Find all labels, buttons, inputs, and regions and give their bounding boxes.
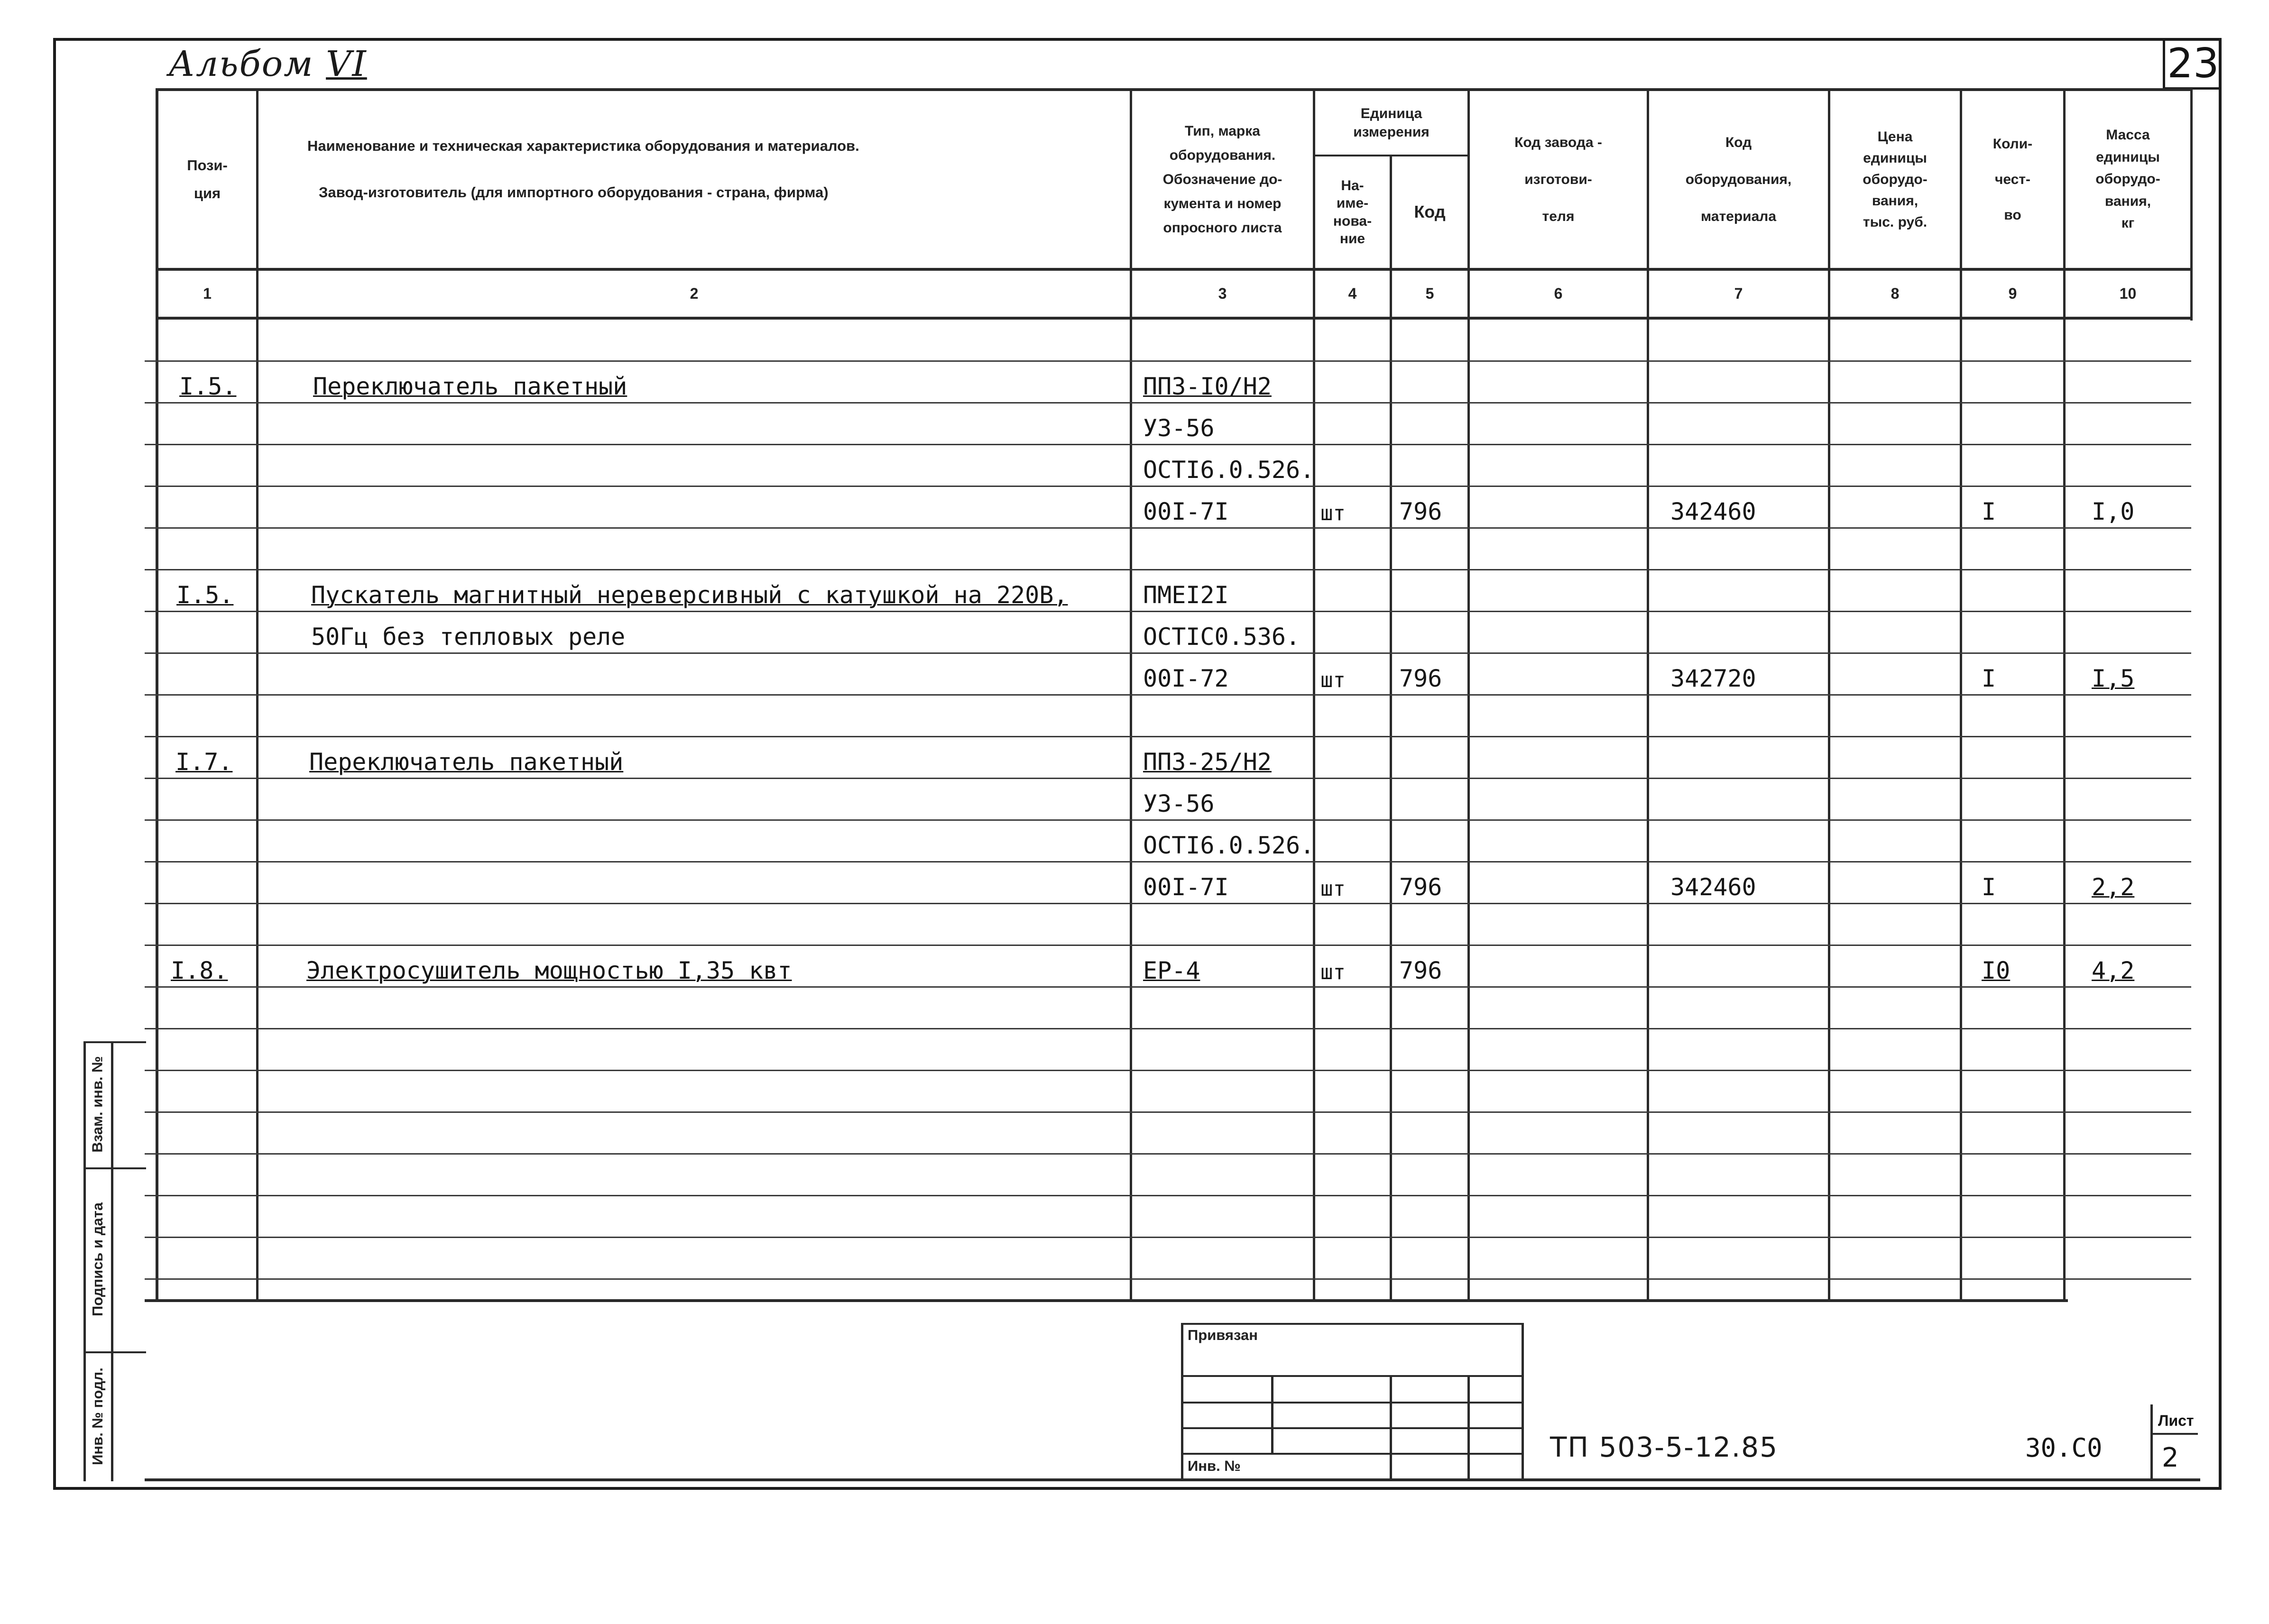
table-row (0, 737, 2269, 779)
header-equipment-code: Код оборудования, материала (1685, 134, 1792, 224)
inv-orig-label (83, 1351, 112, 1481)
title-block-line-5 (1181, 1453, 1522, 1455)
item-unit-code: 796 (1399, 957, 1442, 984)
document-number: ТП 503-5-12.85 (1550, 1431, 1778, 1463)
item-unit-code: 796 (1399, 873, 1442, 901)
item-unit-name: шт (1320, 668, 1346, 692)
attached-label: Привязан (1188, 1327, 1258, 1343)
body-rule-line (145, 1028, 2191, 1029)
header-quantity: Коли- чест- во (1992, 136, 2033, 223)
table-row (0, 612, 2269, 653)
header-unit-code: Код (1414, 202, 1446, 222)
table-row (0, 570, 2269, 612)
header-unit-name: На- име- нова- ние (1333, 177, 1372, 247)
title-block-top-line (1181, 1323, 1522, 1325)
table-row (0, 862, 2269, 904)
album-word: Альбом (168, 44, 314, 84)
item-mass: 4,2 (2092, 957, 2135, 984)
column-number-2: 2 (690, 285, 699, 302)
item-type: ПМЕI2I (1143, 581, 1229, 609)
column-number-10: 10 (2119, 285, 2137, 302)
header-unit-mass: Масса единицы оборудо- вания, кг (2095, 127, 2160, 231)
table-row (0, 945, 2269, 987)
column-number-7: 7 (1734, 285, 1743, 302)
body-rule-line (145, 1237, 2191, 1238)
table-row (0, 820, 2269, 862)
replace-inv-text: Взам. инв. № (89, 1056, 106, 1153)
table-row (0, 486, 2269, 528)
header-unit-group: Единица измерения (1353, 106, 1430, 140)
title-block-right-line (1522, 1323, 1524, 1479)
table-row (0, 403, 2269, 445)
sheet-number: 2 (2162, 1442, 2179, 1473)
body-rule-line (145, 1153, 2191, 1155)
item-quantity: I0 (1982, 957, 2011, 984)
item-type: У3-56 (1143, 414, 1215, 442)
item-unit-code: 796 (1399, 498, 1442, 525)
column-number-4: 4 (1348, 285, 1357, 302)
item-position: I.5. (179, 373, 237, 400)
item-equipment-code: 342720 (1670, 665, 1756, 692)
title-block-line-3 (1181, 1402, 1522, 1404)
document-section: 30.С0 (2025, 1433, 2103, 1463)
column-number-3: 3 (1218, 285, 1227, 302)
table-row (0, 779, 2269, 820)
header-type-mark: Тип, марка оборудования. Обозначение до- кумента и номер опросного листа (1162, 123, 1282, 236)
title-block-line-2 (1181, 1375, 1522, 1377)
item-quantity: I (1982, 665, 1996, 692)
column-number-1: 1 (203, 285, 212, 302)
item-type: 00I-72 (1143, 665, 1229, 692)
item-unit-name: шт (1320, 960, 1346, 984)
item-position: I.8. (171, 957, 228, 984)
sign-date-label (83, 1167, 112, 1351)
sheet-cell-top-line (2150, 1433, 2198, 1435)
inv-number-label: Инв. № (1188, 1458, 1241, 1474)
item-name: Переключатель пакетный (313, 373, 627, 400)
item-name: Пускатель магнитный нереверсивный с катушкой на 220В, (311, 581, 1068, 609)
item-position: I.5. (176, 581, 234, 609)
title-block-bottom-line (145, 1478, 2200, 1481)
header-position: Пози- ция (187, 156, 228, 202)
item-type: У3-56 (1143, 790, 1215, 817)
item-type: ППЗ-25/Н2 (1143, 748, 1272, 776)
inv-orig-text: Инв. № подл. (89, 1367, 106, 1465)
table-bottom-line (145, 1299, 2068, 1302)
item-quantity: I (1982, 498, 1996, 525)
sheet-cell-left-line (2150, 1404, 2153, 1479)
item-type: 00I-7I (1143, 498, 1229, 525)
item-unit-name: шт (1320, 501, 1346, 525)
table-row (0, 361, 2269, 403)
col-divider-10 (2190, 88, 2193, 321)
item-type: ОСТIС0.536. (1143, 623, 1301, 651)
item-quantity: I (1982, 873, 1996, 901)
title-block-col-1 (1271, 1375, 1273, 1453)
col-divider-4 (1390, 155, 1392, 1300)
item-mass: I,5 (2092, 665, 2135, 692)
title-block-col-3 (1467, 1375, 1470, 1479)
page-number: 23 (2163, 40, 2221, 90)
item-equipment-code: 342460 (1670, 873, 1756, 901)
column-number-5: 5 (1425, 285, 1434, 302)
body-rule-line (145, 1070, 2191, 1071)
header-factory-code: Код завода - изготови- теля (1514, 134, 1602, 224)
item-type: 00I-7I (1143, 873, 1229, 901)
column-number-6: 6 (1554, 285, 1563, 302)
item-name: Переключатель пакетный (309, 748, 624, 776)
replace-inv-label (83, 1041, 112, 1167)
album-number: VI (326, 44, 367, 84)
title-block-col-2 (1390, 1375, 1392, 1479)
item-name: 50Гц без тепловых реле (311, 623, 626, 651)
column-number-8: 8 (1891, 285, 1900, 302)
item-type: ЕР-4 (1143, 957, 1200, 984)
header-name-line2: Завод-изготовитель (для импортного оборудования - страна, фирма) (319, 184, 829, 201)
table-row (0, 653, 2269, 695)
column-number-9: 9 (2008, 285, 2017, 302)
album-label (168, 44, 367, 84)
item-unit-code: 796 (1399, 665, 1442, 692)
body-rule-line (145, 1278, 2191, 1280)
column-number-line (156, 317, 2191, 320)
sheet-label: Лист (2158, 1412, 2194, 1429)
sign-date-text: Подпись и дата (89, 1202, 106, 1317)
item-type: ППЗ-I0/Н2 (1143, 373, 1272, 400)
header-name-line1: Наименование и техническая характеристика оборудования и материалов. (307, 138, 859, 154)
body-rule-line (145, 1195, 2191, 1196)
header-unit-price: Цена единицы оборудо- вания, тыс. руб. (1863, 129, 1928, 230)
item-position: I.7. (175, 748, 233, 776)
item-equipment-code: 342460 (1670, 498, 1756, 525)
title-block-line-4 (1181, 1427, 1522, 1429)
title-block-left-line (1181, 1323, 1183, 1479)
item-type: ОСТI6.0.526. (1143, 832, 1315, 859)
item-mass: I,0 (2092, 498, 2135, 525)
body-rule-line (145, 1111, 2191, 1113)
item-type: ОСТI6.0.526. (1143, 456, 1315, 484)
item-unit-name: шт (1320, 877, 1346, 901)
item-mass: 2,2 (2092, 873, 2135, 901)
table-row (0, 445, 2269, 486)
item-name: Электросушитель мощностью I,35 квт (306, 957, 792, 984)
